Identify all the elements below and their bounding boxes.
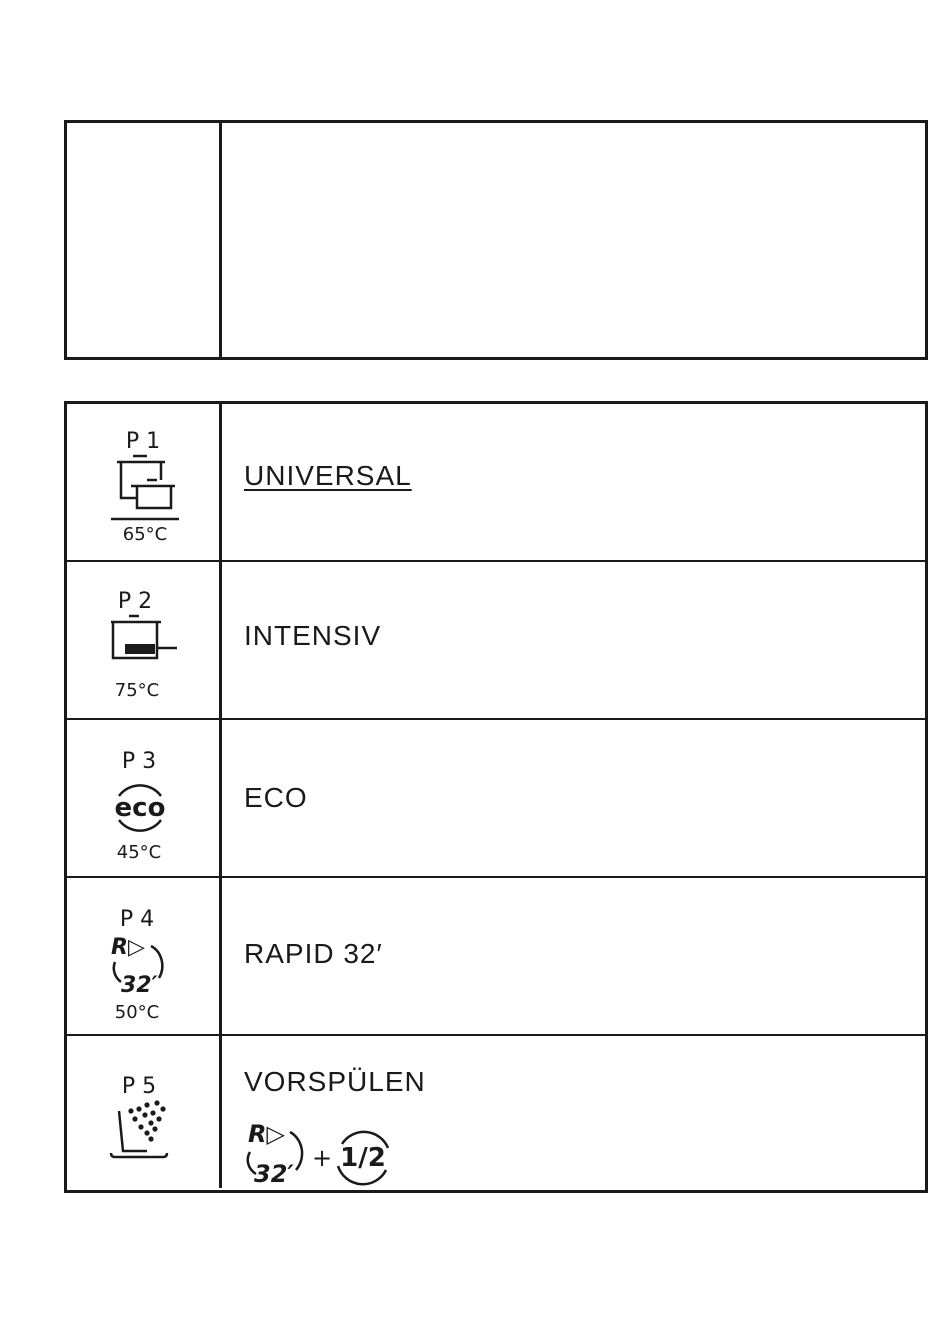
pots-icon — [67, 404, 219, 562]
program-code: P 5 — [121, 1074, 157, 1099]
program-row-p2 — [67, 562, 925, 720]
program-name-cell — [222, 878, 925, 1034]
program-icon-cell — [67, 562, 222, 718]
program-temp: 50°C — [114, 1002, 160, 1023]
program-code: P 2 — [117, 589, 153, 614]
program-temp: 75°C — [114, 680, 160, 701]
pot-heavy-icon — [67, 562, 219, 720]
program-name: ECO — [244, 782, 308, 813]
eco-label: eco — [114, 793, 166, 823]
program-row-p4 — [67, 878, 925, 1036]
eco-icon — [67, 720, 219, 878]
program-name: RAPID 32′ — [244, 938, 383, 969]
program-row-p1 — [67, 404, 925, 562]
table-divider — [219, 123, 222, 357]
program-name-cell — [222, 404, 925, 560]
prewash-glass-icon — [67, 1036, 219, 1194]
rapid-label-top: R▷ — [248, 1120, 285, 1148]
program-temp: 45°C — [116, 842, 162, 863]
program-name-cell — [222, 1036, 925, 1188]
program-row-p5 — [67, 1036, 925, 1188]
program-code: P 1 — [125, 429, 161, 454]
plus-sign: + — [312, 1144, 333, 1172]
program-row-p3 — [67, 720, 925, 878]
program-icon-cell — [67, 404, 222, 560]
program-icon-cell — [67, 878, 222, 1034]
program-name: UNIVERSAL — [244, 460, 412, 491]
rapid-icon — [67, 878, 219, 1036]
half-label: 1/2 — [340, 1143, 386, 1173]
program-name-cell — [222, 562, 925, 718]
program-code: P 3 — [121, 749, 157, 774]
rapid-label-top: R▷ — [111, 935, 145, 960]
programs-table — [64, 401, 928, 1193]
rapid-label-bottom: 32′ — [121, 973, 158, 998]
program-icon-cell — [67, 1036, 222, 1188]
program-icon-cell — [67, 720, 222, 876]
empty-header-table — [64, 120, 928, 360]
rapid-label-bottom: 32′ — [254, 1160, 294, 1186]
program-name: VORSPÜLEN — [244, 1066, 426, 1097]
program-name: INTENSIV — [244, 620, 382, 651]
rapid-plus-half-icon — [238, 1114, 398, 1186]
program-code: P 4 — [119, 907, 155, 932]
program-name-cell — [222, 720, 925, 876]
program-temp: 65°C — [122, 524, 168, 545]
